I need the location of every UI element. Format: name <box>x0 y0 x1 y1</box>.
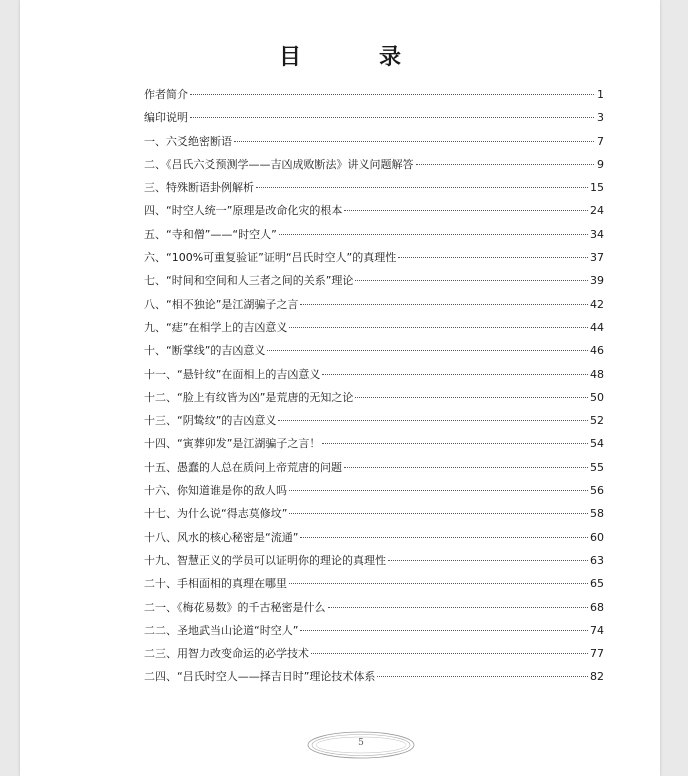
dot-leader <box>234 141 594 142</box>
toc-entry[interactable] <box>144 619 604 642</box>
dot-leader <box>300 537 588 538</box>
dot-leader <box>355 280 588 281</box>
toc-entry-page: 48 <box>590 367 604 381</box>
toc-entry[interactable] <box>144 549 604 572</box>
toc-entry-title: 十九、智慧正义的学员可以证明你的理论的真理性 <box>144 553 386 567</box>
toc-entry-title: 二三、用智力改变命运的必学技术 <box>144 647 309 661</box>
toc-entry-page: 24 <box>590 204 604 218</box>
toc-entry-page: 60 <box>590 530 604 544</box>
toc-entry-title: 十二、“脸上有纹皆为凶”是荒唐的无知之论 <box>144 390 354 404</box>
toc-entry-page: 55 <box>590 460 604 474</box>
dot-leader <box>300 630 588 631</box>
toc-entry-page: 46 <box>590 344 604 358</box>
toc-entry-title: 十三、“阴鸷纹”的吉凶意义 <box>144 414 277 428</box>
toc-entry-title: 二四、“吕氏时空人——择吉日时”理论技术体系 <box>144 670 376 684</box>
toc-entry[interactable] <box>144 363 604 386</box>
dot-leader <box>416 164 595 165</box>
toc-entry-page: 63 <box>590 553 604 567</box>
toc-entry[interactable] <box>144 642 604 665</box>
dot-leader <box>344 210 588 211</box>
toc-entry-page: 68 <box>590 600 604 614</box>
toc-entry[interactable] <box>144 386 604 409</box>
toc-entry-page: 1 <box>597 88 604 101</box>
toc-entry-page: 37 <box>590 251 604 265</box>
toc-entry-title: 二二、圣地武当山论道“时空人” <box>144 623 299 637</box>
dot-leader <box>267 350 588 351</box>
toc-entry-title: 十四、“寅葬卯发”是江湖骗子之言！ <box>144 437 321 451</box>
toc-entry-page: 56 <box>590 484 604 498</box>
toc-entry-title: 二一、《梅花易数》的千古秘密是什么 <box>144 600 326 614</box>
dot-leader <box>289 583 588 584</box>
toc-entry-title: 四、“时空人统一”原理是改命化灾的根本 <box>144 204 343 218</box>
toc-entry[interactable] <box>144 479 604 502</box>
toc-entry[interactable] <box>144 106 604 129</box>
dot-leader <box>377 676 588 677</box>
dot-leader <box>311 653 588 654</box>
toc-entry-page: 44 <box>590 320 604 334</box>
toc-entry[interactable] <box>144 199 604 222</box>
toc-entry[interactable] <box>144 596 604 619</box>
dot-leader <box>355 397 588 398</box>
toc-entry-title: 作者简介 <box>144 88 188 101</box>
dot-leader <box>328 607 589 608</box>
toc-entry[interactable] <box>144 130 604 153</box>
page-number: 5 <box>358 738 364 748</box>
toc-entry-page: 15 <box>590 181 604 195</box>
toc-entry[interactable] <box>144 526 604 549</box>
toc-entry-page: 52 <box>590 414 604 428</box>
toc-entry-page: 77 <box>590 647 604 661</box>
toc-entry[interactable] <box>144 246 604 269</box>
toc-entry-page: 54 <box>590 437 604 451</box>
toc-entry[interactable] <box>144 665 604 688</box>
toc-entry-page: 34 <box>590 227 604 241</box>
toc-entry[interactable] <box>144 572 604 595</box>
toc-entry-title: 十一、“悬针纹”在面相上的吉凶意义 <box>144 367 321 381</box>
page-title: 目 录 <box>278 45 429 70</box>
toc-entry-title: 三、特殊断语卦例解析 <box>144 181 254 195</box>
dot-leader <box>289 327 588 328</box>
toc-entry[interactable] <box>144 432 604 455</box>
dot-leader <box>289 513 588 514</box>
toc-entry[interactable] <box>144 339 604 362</box>
toc-entry-title: 八、“相不独论”是江湖骗子之言 <box>144 297 299 311</box>
dot-leader <box>300 304 588 305</box>
toc-entry-title: 六、“100%可重复验证”证明“吕氏时空人”的真理性 <box>144 251 397 265</box>
document-page <box>20 0 660 776</box>
toc-entry-title: 二、《吕氏六爻预测学——吉凶成败断法》讲义问题解答 <box>144 157 414 171</box>
toc-entry-page: 7 <box>597 134 604 148</box>
toc-entry-title: 十六、你知道谁是你的敌人吗 <box>144 484 287 498</box>
toc-entry-page: 82 <box>590 670 604 684</box>
dot-leader <box>278 420 588 421</box>
toc-entry-title: 一、六爻绝密断语 <box>144 134 232 148</box>
dot-leader <box>388 560 588 561</box>
toc-entry[interactable] <box>144 176 604 199</box>
footer-ornament <box>306 730 416 760</box>
toc-entry-title: 九、“痣”在相学上的吉凶意义 <box>144 320 288 334</box>
toc-entry[interactable] <box>144 293 604 316</box>
toc-entry-page: 74 <box>590 623 604 637</box>
toc-entry-title: 十、“断掌线”的吉凶意义 <box>144 344 266 358</box>
toc-entry-title: 七、“时间和空间和人三者之间的关系”理论 <box>144 274 354 288</box>
toc-entry-title: 二十、手相面相的真理在哪里 <box>144 577 287 591</box>
toc-entry[interactable] <box>144 83 604 106</box>
toc-entry[interactable] <box>144 316 604 339</box>
toc-entry-title: 编印说明 <box>144 111 188 125</box>
toc-entry[interactable] <box>144 456 604 479</box>
toc-entry-title: 十八、风水的核心秘密是“流通” <box>144 530 299 544</box>
toc-entry-title: 十七、为什么说“得志莫修坟” <box>144 507 288 521</box>
toc-entry-title: 五、“寺和僧”——“时空人” <box>144 227 277 241</box>
dot-leader <box>289 490 588 491</box>
table-of-contents <box>144 83 604 689</box>
toc-entry-page: 58 <box>590 507 604 521</box>
toc-entry-title: 十五、愚蠢的人总在质问上帝荒唐的问题 <box>144 460 342 474</box>
dot-leader <box>190 94 594 95</box>
toc-entry[interactable] <box>144 502 604 525</box>
dot-leader <box>322 443 588 444</box>
dot-leader <box>279 234 588 235</box>
dot-leader <box>190 117 594 118</box>
dot-leader <box>322 374 588 375</box>
toc-entry-page: 9 <box>597 157 604 171</box>
toc-entry-page: 65 <box>590 577 604 591</box>
toc-entry[interactable] <box>144 409 604 432</box>
toc-entry-page: 50 <box>590 390 604 404</box>
toc-entry[interactable] <box>144 223 604 246</box>
toc-entry-page: 3 <box>597 111 604 125</box>
toc-entry[interactable] <box>144 269 604 292</box>
dot-leader <box>398 257 588 258</box>
dot-leader <box>344 467 588 468</box>
toc-entry[interactable] <box>144 153 604 176</box>
toc-entry-page: 39 <box>590 274 604 288</box>
toc-entry-page: 42 <box>590 297 604 311</box>
dot-leader <box>256 187 588 188</box>
